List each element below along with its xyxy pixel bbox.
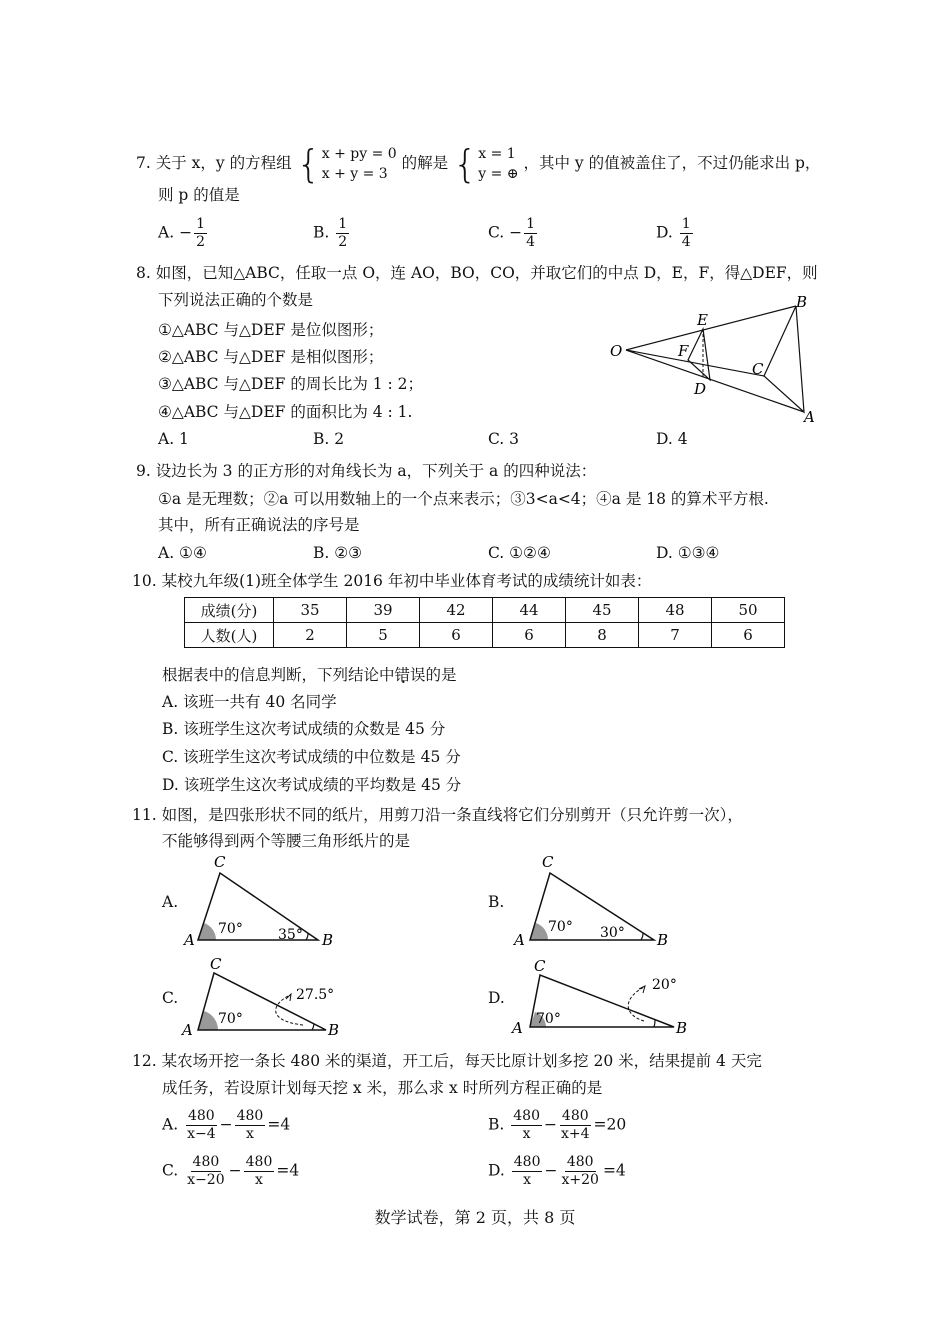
q7-option-b: B. $\frac{1}{2}$ <box>313 216 348 250</box>
q11-b-vertex-a: A <box>514 931 525 949</box>
page-footer: 数学试卷，第 2 页，共 8 页 <box>374 1208 576 1227</box>
table-cell: 50 <box>712 598 785 623</box>
q8-option-d: D. 4 <box>656 430 688 448</box>
q11-figure-d <box>506 955 706 1045</box>
table-cell: 6 <box>493 623 566 648</box>
q7-system2-row1: x = 1 <box>478 146 516 162</box>
q12-line1 <box>132 1050 762 1072</box>
q8-statement-3: ③△ABC 与△DEF 的周长比为 1 : 2； <box>158 375 424 393</box>
table-row <box>185 623 785 648</box>
q11-a-vertex-a: A <box>184 931 195 949</box>
q11-c-angle-b: 27.5° <box>296 987 335 1003</box>
q8-option-b: B. 2 <box>313 430 345 448</box>
q11-b-vertex-b: B <box>657 931 669 949</box>
q8-triangle-abc <box>764 306 804 412</box>
q10-number: 10. <box>132 572 157 590</box>
q10-line2: 根据表中的信息判断，下列结论中错误的是 <box>162 666 457 684</box>
table-cell: 44 <box>493 598 566 623</box>
q11-d-vertex-b: B <box>676 1019 688 1037</box>
q12-option-b: B. $\frac{480}{x}$ − $\frac{480}{x+4}$ =20 <box>488 1108 627 1142</box>
q7-line1 <box>136 144 820 184</box>
q10-line1 <box>132 570 651 592</box>
q7-option-c: C. − $\frac{1}{4}$ <box>488 216 536 250</box>
q11-d-vertex-c: C <box>534 957 546 975</box>
q11-line1 <box>132 804 743 826</box>
table-cell: 7 <box>639 623 712 648</box>
q12-option-d: D. $\frac{480}{x}$ − $\frac{480}{x+20}$ =4 <box>488 1154 626 1188</box>
q11-c-vertex-c: C <box>210 955 222 973</box>
q11-d-angle-b: 20° <box>652 977 677 993</box>
q8-number: 8. <box>136 264 151 282</box>
table-header-score: 成绩(分) <box>185 598 274 623</box>
q11-number: 11. <box>132 806 157 824</box>
q8-line2: 下列说法正确的个数是 <box>158 291 314 309</box>
q8-label-a: A <box>804 408 815 426</box>
q8-line-oa <box>626 350 804 412</box>
q8-option-a: A. 1 <box>158 430 189 448</box>
q8-label-f: F <box>678 342 689 360</box>
q11-b-angle-b: 30° <box>600 925 625 941</box>
table-cell: 48 <box>639 598 712 623</box>
q11-text: 如图，是四张形状不同的纸片，用剪刀沿一条直线将它们分别剪开（只允许剪一次）， <box>161 806 743 824</box>
table-cell: 39 <box>347 598 420 623</box>
q10-option-a: A. 该班一共有 40 名同学 <box>162 693 337 711</box>
q8-option-c: C. 3 <box>488 430 520 448</box>
q8-label-c: C <box>752 360 764 378</box>
table-cell: 6 <box>420 623 493 648</box>
q7-option-d-fraction: $\frac{1}{4}$ <box>681 216 691 250</box>
q11-d-vertex-a: A <box>512 1019 523 1037</box>
q8-line-ob <box>626 306 796 350</box>
q7-option-a: A. − $\frac{1}{2}$ <box>158 216 205 250</box>
q8-label-e: E <box>697 311 708 329</box>
q12-line2: 成任务，若设原计划每天挖 x 米，那么求 x 时所列方程正确的是 <box>162 1079 603 1097</box>
q11-c-angle-a: 70° <box>218 1011 243 1027</box>
q7-line2: 则 p 的值是 <box>158 186 240 204</box>
q7-system1-row2: x + y = 3 <box>321 166 388 182</box>
table-cell: 42 <box>420 598 493 623</box>
q7-system1: { x + py = 0 x + y = 3 <box>296 142 397 186</box>
q12-option-c: C. $\frac{480}{x-20}$ − $\frac{480}{x}$ =4 <box>162 1154 300 1188</box>
q11-figure-a <box>178 855 338 950</box>
q12-text: 某农场开挖一条长 480 米的渠道，开工后，每天比原计划多挖 20 米，结果提前 4 天完 <box>161 1052 762 1070</box>
q11-b-vertex-c: C <box>542 855 554 871</box>
q7-text-b: 的解是 <box>401 154 449 172</box>
q11-d-angle-a: 70° <box>536 1011 561 1027</box>
q9-text: 设边长为 3 的正方形的对角线长为 a，下列关于 a 的四种说法： <box>155 462 597 480</box>
q8-statement-1: ①△ABC 与△DEF 是位似图形； <box>158 321 384 339</box>
q10-score-table <box>184 597 785 648</box>
table-row <box>185 598 785 623</box>
q11-line2: 不能够得到两个等腰三角形纸片的是 <box>162 832 411 850</box>
q7-text-a: 关于 x，y 的方程组 <box>155 154 292 172</box>
q8-statement-2: ②△ABC 与△DEF 是相似图形； <box>158 348 384 366</box>
q8-line1 <box>136 262 818 284</box>
q11-b-angle-a: 70° <box>548 919 573 935</box>
q11-figure-c-label: C. <box>162 989 179 1007</box>
table-cell: 6 <box>712 623 785 648</box>
q11-a-vertex-c: C <box>214 855 226 871</box>
table-cell: 45 <box>566 598 639 623</box>
q8-figure <box>600 290 830 430</box>
table-cell: 8 <box>566 623 639 648</box>
q9-line1 <box>136 460 596 482</box>
q9-line2: ①a 是无理数；②a 可以用数轴上的一个点来表示；③3<a<4；④a 是 18 的算术平方根. <box>158 490 769 508</box>
q11-figure-b <box>508 855 678 950</box>
q11-figure-c <box>178 955 358 1045</box>
q10-option-b: B. 该班学生这次考试成绩的众数是 45 分 <box>162 720 446 738</box>
table-cell: 35 <box>274 598 347 623</box>
q7-system2-row2: y = ⊕ <box>478 166 519 182</box>
q10-emphasis: 错误 <box>394 666 426 684</box>
q11-figure-a-label: A. <box>162 893 179 911</box>
q7-number: 7. <box>136 154 151 172</box>
q11-a-vertex-b: B <box>322 931 334 949</box>
q9-line3: 其中，所有正确说法的序号是 <box>158 516 360 534</box>
q9-option-c: C. ①②④ <box>488 544 551 562</box>
q7-option-c-fraction: $\frac{1}{4}$ <box>526 216 536 250</box>
q7-option-d: D. $\frac{1}{4}$ <box>656 216 691 250</box>
q9-option-a: A. ①④ <box>158 544 207 562</box>
q7-system2: { x = 1 y = ⊕ <box>453 142 519 186</box>
q11-c-vertex-b: B <box>328 1021 340 1039</box>
q7-text-c: ，其中 y 的值被盖住了，不过仍能求出 p， <box>523 154 821 172</box>
q9-option-b: B. ②③ <box>313 544 363 562</box>
q7-option-b-fraction: $\frac{1}{2}$ <box>338 216 348 250</box>
q8-label-d: D <box>694 380 707 398</box>
q10-option-d: D. 该班学生这次考试成绩的平均数是 45 分 <box>162 776 462 794</box>
q11-a-angle-b: 35° <box>278 927 303 943</box>
q9-option-d: D. ①③④ <box>656 544 720 562</box>
q10-option-c: C. 该班学生这次考试成绩的中位数是 45 分 <box>162 748 461 766</box>
q7-option-a-fraction: $\frac{1}{2}$ <box>196 216 205 250</box>
q8-statement-4: ④△ABC 与△DEF 的面积比为 4 : 1. <box>158 403 413 421</box>
q9-number: 9. <box>136 462 151 480</box>
q8-line-oc <box>626 350 764 376</box>
q11-c-vertex-a: A <box>182 1021 193 1039</box>
q11-a-angle-a: 70° <box>218 921 243 937</box>
q10-text: 某校九年级(1)班全体学生 2016 年初中毕业体育考试的成绩统计如表： <box>161 572 652 590</box>
table-cell: 2 <box>274 623 347 648</box>
table-cell: 5 <box>347 623 420 648</box>
q11-figure-b-label: B. <box>488 893 505 911</box>
q12-number: 12. <box>132 1052 157 1070</box>
q8-text: 如图，已知△ABC，任取一点 O，连 AO，BO，CO，并取它们的中点 D，E，F，得△DEF，则 <box>155 264 818 282</box>
q7-system1-row1: x + py = 0 <box>321 146 397 162</box>
table-header-count: 人数(人) <box>185 623 274 648</box>
q8-label-b: B <box>796 293 808 311</box>
q12-option-a: A. $\frac{480}{x-4}$ − $\frac{480}{x}$ =4 <box>162 1108 291 1142</box>
q8-label-o: O <box>610 342 623 360</box>
q11-figure-d-label: D. <box>488 989 505 1007</box>
